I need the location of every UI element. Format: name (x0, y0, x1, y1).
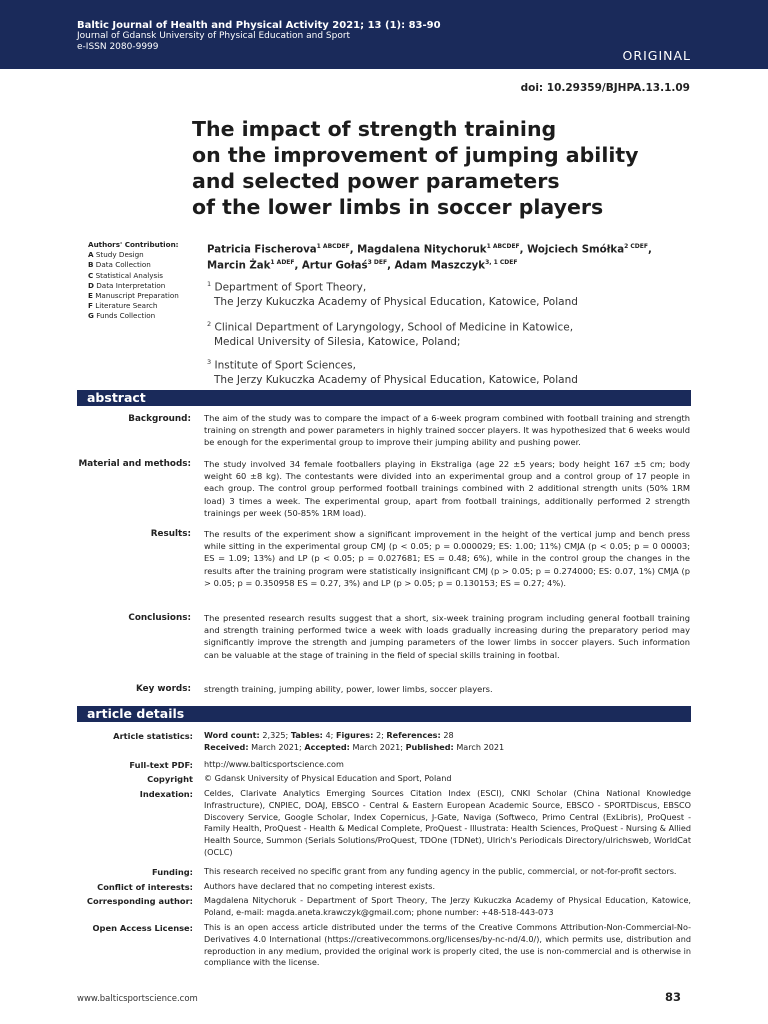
author-name: Artur Gołaś (301, 260, 368, 272)
article-title (192, 116, 712, 220)
corresponding-text: Magdalena Nitychoruk - Department of Sport Theory, The Jerzy Kukuczka Academy of Physical Education, Katowice, Poland, e-mail: magda.aneta.krawczyk@gmail.com; phone number: +48-518-443-073 (204, 895, 691, 917)
author-name: Magdalena Nitychoruk (357, 244, 487, 256)
issn: e-ISSN 2080-9999 (77, 42, 159, 52)
funding-text: This research received no specific grant from any funding agency in the public, commercial, or not-for-profit sectors. (204, 866, 677, 876)
stats-text: Word count: 2,325; Tables: 4; Figures: 2; References: 28 Received: March 2021; Accepted: March 2021; Published: March 2021 (204, 730, 505, 752)
contribution-item: B Data Collection (88, 260, 151, 270)
stats-label: Article statistics: (113, 731, 193, 741)
title-line: on the improvement of jumping ability (192, 143, 639, 167)
conflict-text: Authors have declared that no competing interest exists. (204, 881, 436, 891)
author-list: Patricia Fischerova$^{1 ABCDEF}$, Magdalena Nitychoruk$^{1 ABCDEF}$, Wojciech Smółka$^{2 CDEF}$, Marcin Żak$^{1 ADEF}$, Artur Gołaś$^{3 DEF}$, Adam Maszczyk$^{3, 1 CDEF}$ (207, 243, 652, 272)
conclusions-text: The presented research results suggest that a short, six-week training program including general football training and strength training performed twice a week with loads gradually increasing during the preparatory period may significantly improve the strength and jumping parameters of the lower limbs in soccer players. Such information can be valuable at the stage of training in the field of special skills training in footbal. (204, 613, 690, 660)
contribution-title: Authors' Contribution: (88, 240, 179, 249)
title-line: and selected power parameters (192, 169, 560, 193)
contribution-item: D Data Interpretation (88, 280, 166, 290)
doi: doi: 10.29359/BJHPA.13.1.09 (520, 82, 690, 94)
keywords-text: strength training, jumping ability, power, lower limbs, soccer players. (204, 684, 493, 694)
results-text: The results of the experiment show a significant improvement in the height of the vertical jump and bench press while sitting in the experimental group CMJ (p < 0.05; p = 0.000029; ES: 1.00; 11%) CMJA (p < 0.05; p = 0 00003; ES = 1.09; 13%) and LP (p < 0.05; p = 0.027681; ES = 0.48; 6%), while in the control group the changes in the results after the training program were statistically insignificant CMJ (p > 0.05; p = 0.274000; ES: 0.07, 1%) CMJA (p > 0.05; p = 0.350958 ES = 0.27, 3%) and LP (p > 0.05; p = 0.130153; ES = 0.27; 4%). (204, 529, 690, 588)
affiliation: $^1$ Department of Sport Theory, The Jerzy Kukuczka Academy of Physical Education, Katowice, Poland (207, 280, 578, 308)
article-details-heading-bar: article details (77, 706, 691, 722)
contribution-item: C Statistical Analysis (88, 270, 163, 280)
author-name: Adam Maszczyk (394, 260, 486, 272)
author-name: Wojciech Smółka (527, 244, 625, 256)
conclusions-label: Conclusions: (128, 613, 191, 623)
article-type: ORIGINAL (622, 48, 691, 63)
copyright-text: © Gdansk University of Physical Education and Sport, Poland (204, 773, 452, 783)
journal-header (0, 0, 768, 69)
conflict-label: Conflict of interests: (97, 882, 193, 892)
footer-url[interactable]: www.balticsportscience.com (77, 994, 198, 1004)
affiliation: $^2$ Clinical Department of Laryngology, School of Medicine in Katowice, Medical University of Silesia, Katowice, Poland; (207, 320, 574, 348)
contribution-item: A Study Design (88, 250, 144, 260)
abstract-heading-bar: abstract (77, 390, 691, 406)
pdf-label: Full-text PDF: (129, 760, 193, 770)
contribution-item: G Funds Collection (88, 311, 156, 321)
publisher-name: Journal of Gdansk University of Physical Education and Sport (77, 31, 351, 41)
contribution-item: F Literature Search (88, 301, 158, 311)
indexation-text: Celdes, Clarivate Analytics Emerging Sources Citation Index (ESCI), CNKI Scholar (China National Knowledge Infrastructure), CNPIEC, DOAJ, EBSCO - Central & Eastern European Academic Source, EBSCO - SPORTDiscus, EBSCO Discovery Service, Google Scholar, Index Copernicus, J-Gate, Naviga (Softweco, Primo Central (ExLibris), ProQuest - Family Health, ProQuest - Health & Medical Complete, ProQuest - Illustrata: Health Sciences, ProQuest - Nursing & Allied Health Source, Summon (Serials Solutions/ProQuest, TDOne (TDNet), Ulrich's Periodicals Directory/ulrichsweb, WorldCat (OCLC) (204, 788, 691, 857)
contribution-item: E Manuscript Preparation (88, 291, 179, 301)
indexation-label: Indexation: (139, 789, 193, 799)
results-label: Results: (150, 529, 191, 539)
keywords-label: Key words: (136, 684, 191, 694)
authors-contribution (88, 240, 179, 322)
title-line: of the lower limbs in soccer players (192, 195, 604, 219)
copyright-label: Copyright (147, 774, 193, 784)
pdf-link[interactable]: http://www.balticsportscience.com (204, 759, 344, 769)
author-name: Marcin Żak (207, 260, 271, 272)
page-number: 83 (664, 990, 681, 1004)
license-label: Open Access License: (92, 923, 193, 933)
affiliation: $^3$ Institute of Sport Sciences, The Jerzy Kukuczka Academy of Physical Education, Katowice, Poland (207, 358, 578, 386)
methods-text: The study involved 34 female footballers playing in Ekstraliga (age 22 ±5 years; body height 167 ±5 cm; body weight 60 ±8 kg). The contestants were divided into an experimental group and a control group of 17 people in each group. The control group performed football trainings combined with 2 additional strength units (50% 1RM load) 3 times a week. The experimental group, apart from football trainings, additionally performed 2 strength trainings per week (50-85% 1RM load). (204, 459, 690, 518)
funding-label: Funding: (151, 867, 193, 877)
license-text: This is an open access article distributed under the terms of the Creative Commons Attribution-Non-Commercial-No-Derivatives 4.0 International (https://creativecommons.org/licenses/by-nc-nd/4.0/), which permits use, distribution and reproduction in any medium, provided the original work is properly cited, the use is non-commercial and is otherwise in compliance with the license. (204, 922, 691, 968)
title-line: The impact of strength training (192, 117, 557, 141)
methods-label: Material and methods: (78, 459, 191, 469)
corresponding-label: Corresponding author: (86, 896, 193, 906)
background-text: The aim of the study was to compare the impact of a 6-week program combined with football training and strength training on strength and power parameters in highly trained soccer players. It was hypothesized that 6 weeks would be enough for the experimental group to improve their jumping ability and pushing power. (204, 413, 690, 448)
background-label: Background: (128, 414, 191, 424)
journal-name: Baltic Journal of Health and Physical Activity 2021; 13 (1): 83-90 (77, 20, 441, 31)
author-name: Patricia Fischerova (207, 244, 317, 256)
